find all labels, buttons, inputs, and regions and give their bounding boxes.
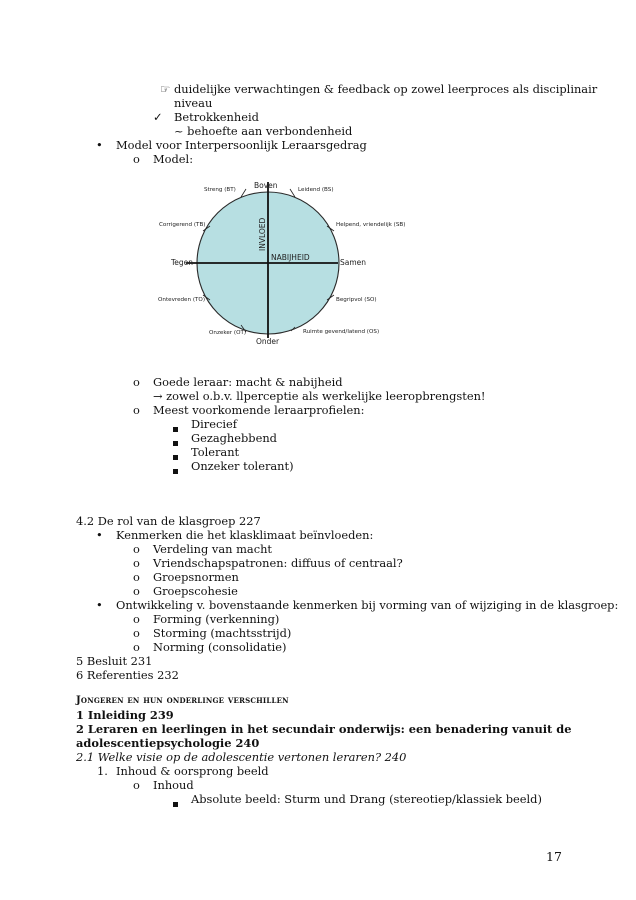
list-item: Verdeling van macht [153,542,273,556]
list-item: Ontwikkeling v. bovenstaande kenmerken bij vorming van of wijziging in de klasgroep: [116,598,619,612]
text-line: ~ behoefte aan verbondenheid [174,124,353,138]
section-heading: 5 Besluit 231 [76,654,153,668]
axis-label-invloed: INVLOED [258,217,267,251]
list-item: Model: [153,152,194,166]
sector-label-ot: Onzeker (OT) [209,330,247,336]
circle-bullet-icon: o [133,556,140,570]
list-item: Onzeker tolerant) [191,459,294,473]
list-item: Gezaghebbend [191,431,277,445]
section-heading: 1 Inleiding 239 [76,708,174,722]
sector-label-tb: Corrigerend (TB) [159,222,206,228]
chapter-title: Jongeren en hun onderlinge verschillen [76,695,289,706]
square-bullet-icon [173,449,178,463]
circle-bullet-icon: o [133,403,140,417]
list-number: 1. [97,764,108,778]
list-item: Goede leraar: macht & nabijheid [153,375,343,389]
list-item: Meest voorkomende leraarprofielen: [153,403,365,417]
list-item: Groepscohesie [153,584,238,598]
list-item: Inhoud [153,778,194,792]
bullet-icon: • [96,138,103,152]
section-heading: adolescentiepsychologie 240 [76,736,260,750]
label-bottom: Onder [256,337,280,346]
page-number: 17 [546,849,562,864]
text-line: → zowel o.b.v. llperceptie als werkelijke leeropbrengsten! [153,389,486,403]
circle-bullet-icon: o [133,152,140,166]
label-top: Boven [254,181,278,190]
circle-bullet-icon: o [133,612,140,626]
sector-label-to: Ontevreden (TO) [158,297,206,303]
list-item: Forming (verkenning) [153,612,280,626]
sector-label-sb: Helpend, vriendelijk (SB) [336,222,406,228]
list-item: Tolerant [191,445,240,459]
square-bullet-icon [173,796,178,810]
square-bullet-icon [173,463,178,477]
interpersonal-circle-diagram [140,176,420,346]
list-item: Norming (consolidatie) [153,640,287,654]
text-line: duidelijke verwachtingen & feedback op zowel leerproces als disciplinair [174,82,598,96]
section-heading: 4.2 De rol van de klasgroep 227 [76,514,261,528]
label-right: Samen [340,258,367,267]
circle-bullet-icon: o [133,542,140,556]
circle-bullet-icon: o [133,778,140,792]
sector-label-bt: Streng (BT) [204,187,236,193]
bullet-icon: • [96,598,103,612]
sector-label-so: Begripvol (SO) [336,297,377,303]
subsection-heading: 2.1 Welke visie op de adolescentie vertonen leraren? 240 [76,750,407,764]
circle-bullet-icon: o [133,626,140,640]
checkmark-icon: ✓ [153,110,163,124]
list-item: Model voor Interpersoonlijk Leraarsgedrag [116,138,367,152]
list-item: Inhoud & oorsprong beeld [116,764,269,778]
circle-bullet-icon: o [133,570,140,584]
section-heading: 2 Leraren en leerlingen in het secundair onderwijs: een benadering vanuit de [76,722,572,736]
square-bullet-icon [173,435,178,449]
circle-bullet-icon: o [133,375,140,389]
label-left: Tegen [171,258,194,267]
list-item: Vriendschapspatronen: diffuus of centraal? [153,556,403,570]
list-item: Storming (machtsstrijd) [153,626,292,640]
square-bullet-icon [173,421,178,435]
bullet-icon: • [96,528,103,542]
list-item: Groepsnormen [153,570,239,584]
text-line: Betrokkenheid [174,110,259,124]
sector-label-bs: Leidend (BS) [298,187,334,193]
pointing-hand-icon: ☞ [160,82,171,96]
list-item: Absolute beeld: Sturm und Drang (stereotiep/klassiek beeld) [191,792,542,806]
circle-bullet-icon: o [133,584,140,598]
axis-label-nabijheid: NABIJHEID [271,253,310,262]
list-item: Kenmerken die het klasklimaat beïnvloeden: [116,528,374,542]
sector-label-os: Ruimte gevend/latend (OS) [303,329,380,335]
section-heading: 6 Referenties 232 [76,668,179,682]
list-item: Direcief [191,417,237,431]
circle-bullet-icon: o [133,640,140,654]
text-line: niveau [174,96,213,110]
